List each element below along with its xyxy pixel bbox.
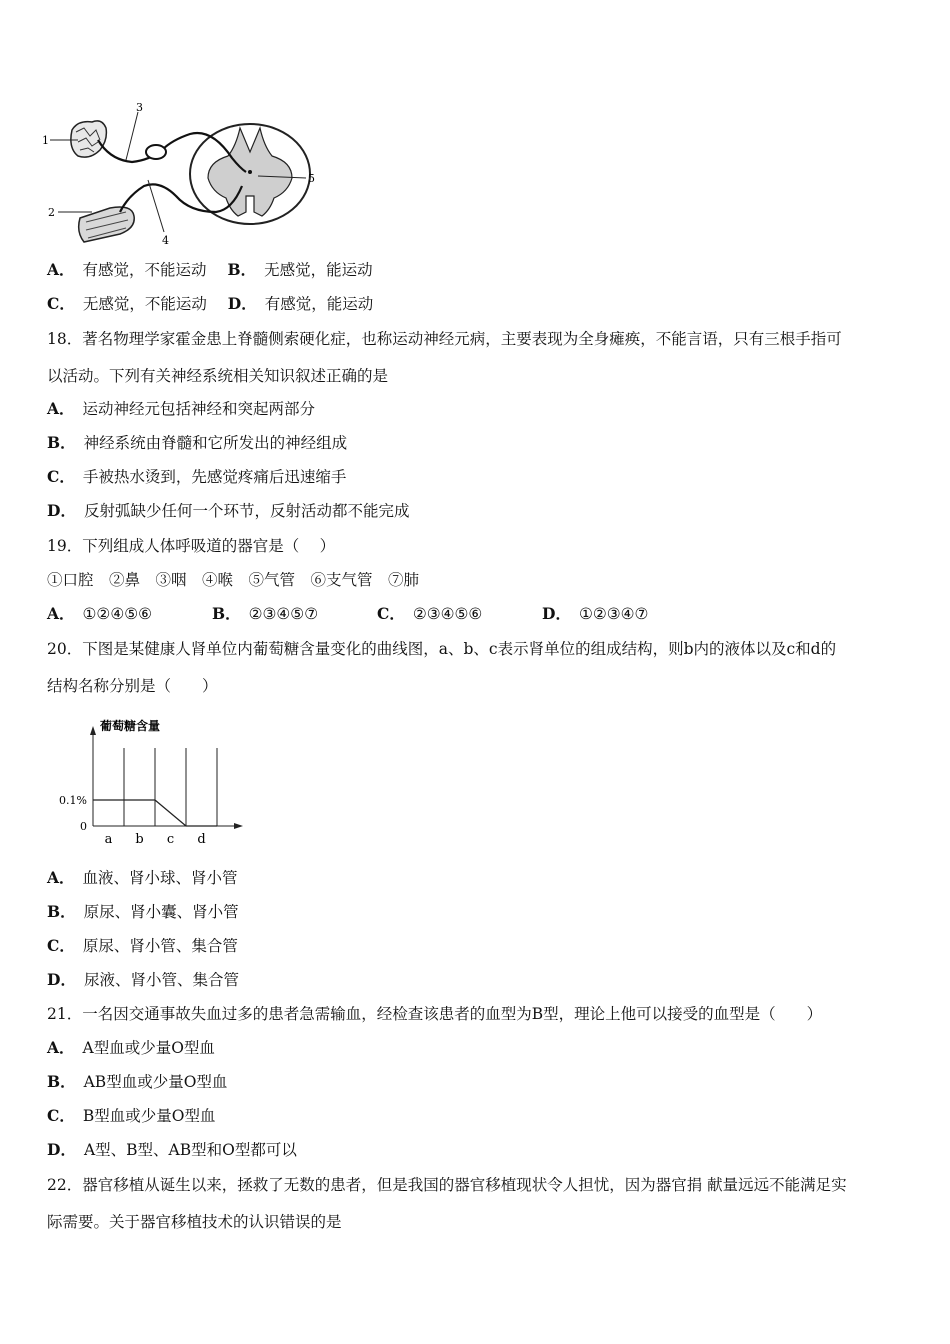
q20-stem-line-2: 结构名称分别是（ ） [47, 677, 218, 695]
q21-option-d[interactable]: D． A型、B型、AB型和O型都可以 [47, 1140, 297, 1159]
chart-title: 葡萄糖含量 [100, 719, 161, 733]
q17-options-row-2 [47, 293, 910, 315]
figure-label-1: 1 [42, 134, 49, 147]
y-tick-label-0: 0 [80, 820, 87, 833]
q22-stem-line-2: 际需要。关于器官移植技术的认识错误的是 [47, 1213, 342, 1231]
q17-option-c[interactable]: C． 无感觉，不能运动 [47, 294, 207, 313]
reflex-arc-figure [40, 100, 340, 250]
q20-option-c[interactable]: C． 原尿、肾小管、集合管 [47, 936, 238, 955]
q20-option-b[interactable]: B． 原尿、肾小囊、肾小管 [47, 902, 239, 921]
x-tick-label-a: a [104, 832, 113, 847]
q20-option-a[interactable]: A． 血液、肾小球、肾小管 [47, 868, 238, 887]
q21-option-b[interactable]: B． AB型血或少量O型血 [47, 1072, 228, 1091]
figure-label-5: 5 [308, 172, 315, 185]
figure-label-4: 4 [162, 234, 169, 247]
q17-option-d[interactable]: D． 有感觉，能运动 [227, 294, 374, 313]
q17-options-row-1 [47, 259, 910, 281]
spinal-cord [190, 124, 310, 224]
q18-option-a[interactable]: A． 运动神经元包括神经和突起两部分 [47, 399, 316, 418]
q19-options-row [47, 603, 910, 625]
q19-stem: 19．下列组成人体呼吸道的器官是（ ） [47, 537, 336, 555]
x-axis-arrow [234, 823, 243, 829]
q19-option-c[interactable]: C． ②③④⑤⑥ [377, 604, 483, 623]
q18-stem-line-1: 18．著名物理学家霍金患上脊髓侧索硬化症，也称运动神经元病，主要表现为全身瘫痪，不能言语，只有三根手指可 [47, 330, 842, 348]
x-tick-label-d: d [197, 832, 206, 847]
q20-option-d[interactable]: D． 尿液、肾小管、集合管 [47, 970, 239, 989]
q18-stem-line-2: 以活动。下列有关神经系统相关知识叙述正确的是 [47, 367, 389, 385]
receptor-tissue [71, 121, 107, 157]
q19-items: ①口腔 ②鼻 ③咽 ④喉 ⑤气管 ⑥支气管 ⑦肺 [47, 571, 420, 589]
q18-option-b[interactable]: B． 神经系统由脊髓和它所发出的神经组成 [47, 433, 348, 452]
glucose-chart [50, 712, 270, 852]
q17-option-b[interactable]: B． 无感觉，能运动 [227, 260, 373, 279]
q19-option-d[interactable]: D． ①②③④⑦ [542, 604, 649, 623]
q20-stem-line-1: 20．下图是某健康人肾单位内葡萄糖含量变化的曲线图，a、b、c表示肾单位的组成结构，则b内的液体以及c和d的 [47, 640, 837, 658]
y-axis-arrow [90, 726, 96, 735]
q22-stem-line-1: 22．器官移植从诞生以来，拯救了无数的患者，但是我国的器官移植现状令人担忧，因为器官捐 献量远远不能满足实 [47, 1176, 847, 1194]
q18-option-c[interactable]: C． 手被热水烫到，先感觉疼痛后迅速缩手 [47, 467, 347, 486]
q21-option-a[interactable]: A． A型血或少量O型血 [47, 1038, 215, 1057]
figure-label-3: 3 [136, 101, 143, 114]
figure-label-2: 2 [48, 206, 55, 219]
q19-option-b[interactable]: B． ②③④⑤⑦ [212, 604, 319, 623]
x-tick-label-c: c [166, 832, 175, 847]
q21-option-c[interactable]: C． B型血或少量O型血 [47, 1106, 216, 1125]
q17-option-a[interactable]: A． 有感觉，不能运动 [47, 260, 207, 279]
q21-stem: 21．一名因交通事故失血过多的患者急需输血，经检查该患者的血型为B型，理论上他可以接受的血型是（ ） [47, 1005, 823, 1023]
x-tick-label-b: b [135, 832, 144, 847]
y-tick-label-0.1: 0.1% [59, 794, 87, 807]
q18-option-d[interactable]: D． 反射弧缺少任何一个环节，反射活动都不能完成 [47, 501, 410, 520]
q19-option-a[interactable]: A． ①②④⑤⑥ [47, 604, 153, 623]
